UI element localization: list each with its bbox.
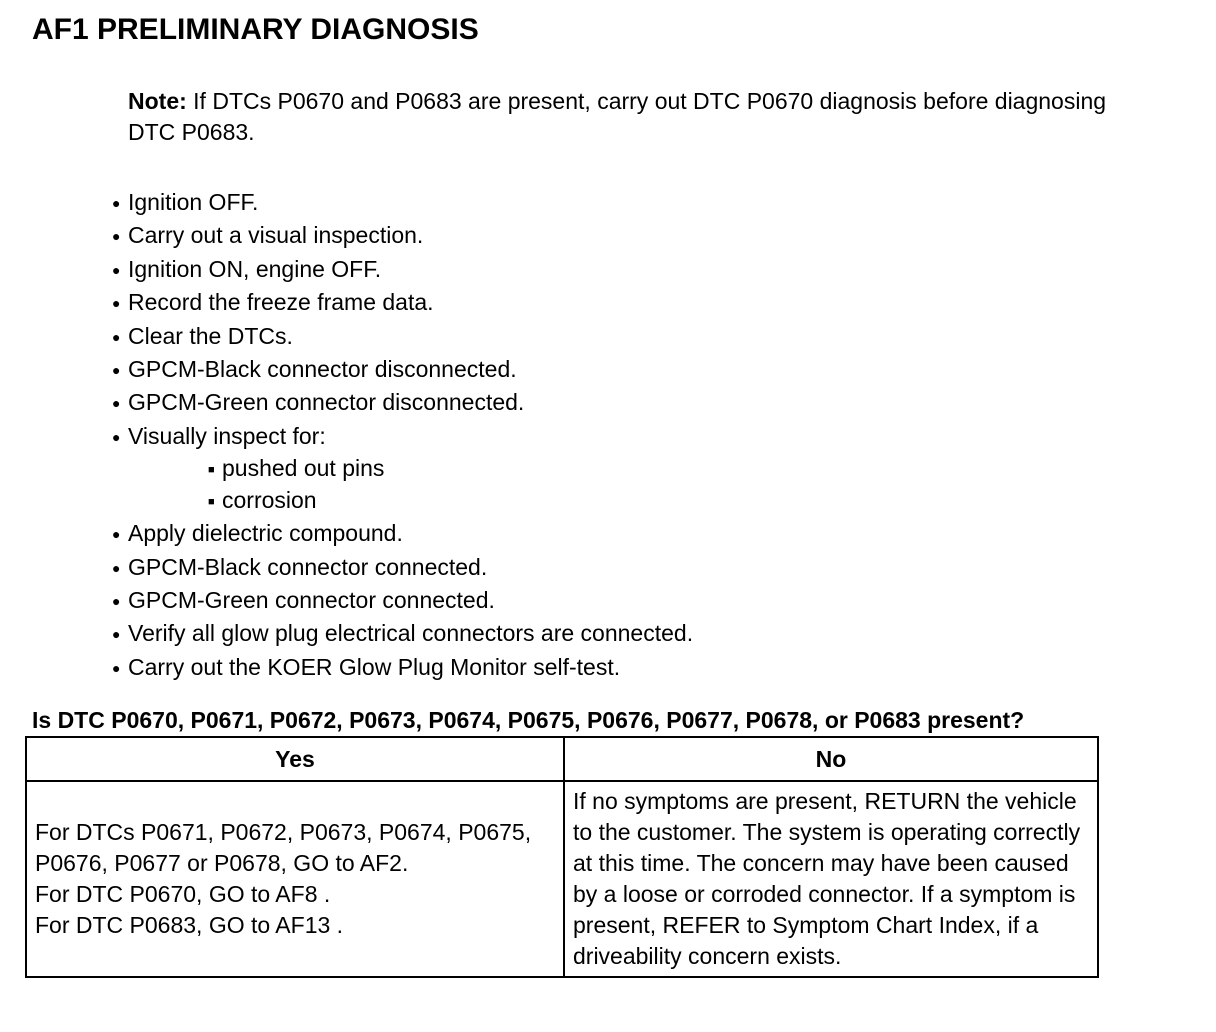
bullet-dot-icon: ●: [112, 395, 121, 412]
yes-line: For DTCs P0671, P0672, P0673, P0674, P0675, P0676, P0677 or P0678, GO to AF2.: [35, 819, 532, 876]
bullet-dot-icon: ●: [112, 526, 121, 543]
note-label: Note:: [128, 88, 187, 114]
bullet-dot-icon: ●: [112, 295, 121, 312]
step-item: ● Apply dielectric compound.: [112, 517, 693, 550]
bullet-dot-icon: ●: [112, 328, 121, 345]
procedure-steps: [112, 186, 693, 684]
table-header-row: [26, 737, 1098, 781]
step-item: ● Ignition OFF.: [112, 186, 693, 219]
yes-cell: [26, 781, 564, 977]
step-item: ● GPCM-Green connector connected.: [112, 584, 693, 617]
inspect-item: ■ corrosion: [112, 485, 693, 517]
step-item: ● Verify all glow plug electrical connectors are connected.: [112, 617, 693, 650]
bullet-dot-icon: ●: [112, 195, 121, 211]
no-cell: If no symptoms are present, RETURN the vehicle to the customer. The system is operating correctly at this time. The concern may have been caused by a loose or corroded connector. If a symptom is present, REFER to Symptom Chart Index, if a driveability concern exists.: [564, 781, 1098, 977]
bullet-dot-icon: ●: [112, 593, 121, 610]
bullet-square-icon: ■: [208, 496, 215, 509]
step-item: ● GPCM-Green connector disconnected.: [112, 386, 693, 419]
bullet-dot-icon: ●: [112, 559, 121, 576]
bullet-dot-icon: ●: [112, 261, 121, 278]
step-item: ● GPCM-Black connector disconnected.: [112, 353, 693, 386]
step-item: ● Carry out the KOER Glow Plug Monitor self-test.: [112, 651, 693, 684]
step-item: ● Ignition ON, engine OFF.: [112, 253, 693, 286]
bullet-dot-icon: ●: [112, 626, 121, 643]
step-item: ● GPCM-Black connector connected.: [112, 551, 693, 584]
answer-table: [25, 736, 1099, 978]
step-item: ● Carry out a visual inspection.: [112, 219, 693, 252]
no-header: No: [564, 737, 1098, 781]
bullet-square-icon: ■: [208, 464, 215, 477]
note-text: If DTCs P0670 and P0683 are present, carry out DTC P0670 diagnosis before diagnosing DTC P0683.: [128, 88, 1107, 145]
bullet-dot-icon: ●: [112, 659, 121, 676]
page-title: AF1 PRELIMINARY DIAGNOSIS: [32, 13, 479, 46]
yes-line: For DTC P0670, GO to AF8 .: [35, 881, 331, 907]
bullet-dot-icon: ●: [112, 362, 121, 379]
yes-header: Yes: [26, 737, 564, 781]
note-block: [128, 86, 1148, 148]
bullet-dot-icon: ●: [112, 228, 121, 245]
inspect-item: ■ pushed out pins: [112, 453, 693, 485]
diagnostic-question: Is DTC P0670, P0671, P0672, P0673, P0674, P0675, P0676, P0677, P0678, or P0683 present?: [32, 707, 1025, 733]
table-row: [26, 781, 1098, 977]
step-item: ● Record the freeze frame data.: [112, 286, 693, 319]
yes-line: For DTC P0683, GO to AF13 .: [35, 912, 344, 938]
bullet-dot-icon: ●: [112, 428, 121, 445]
step-item: ● Visually inspect for:: [112, 420, 693, 453]
step-item: ● Clear the DTCs.: [112, 320, 693, 353]
